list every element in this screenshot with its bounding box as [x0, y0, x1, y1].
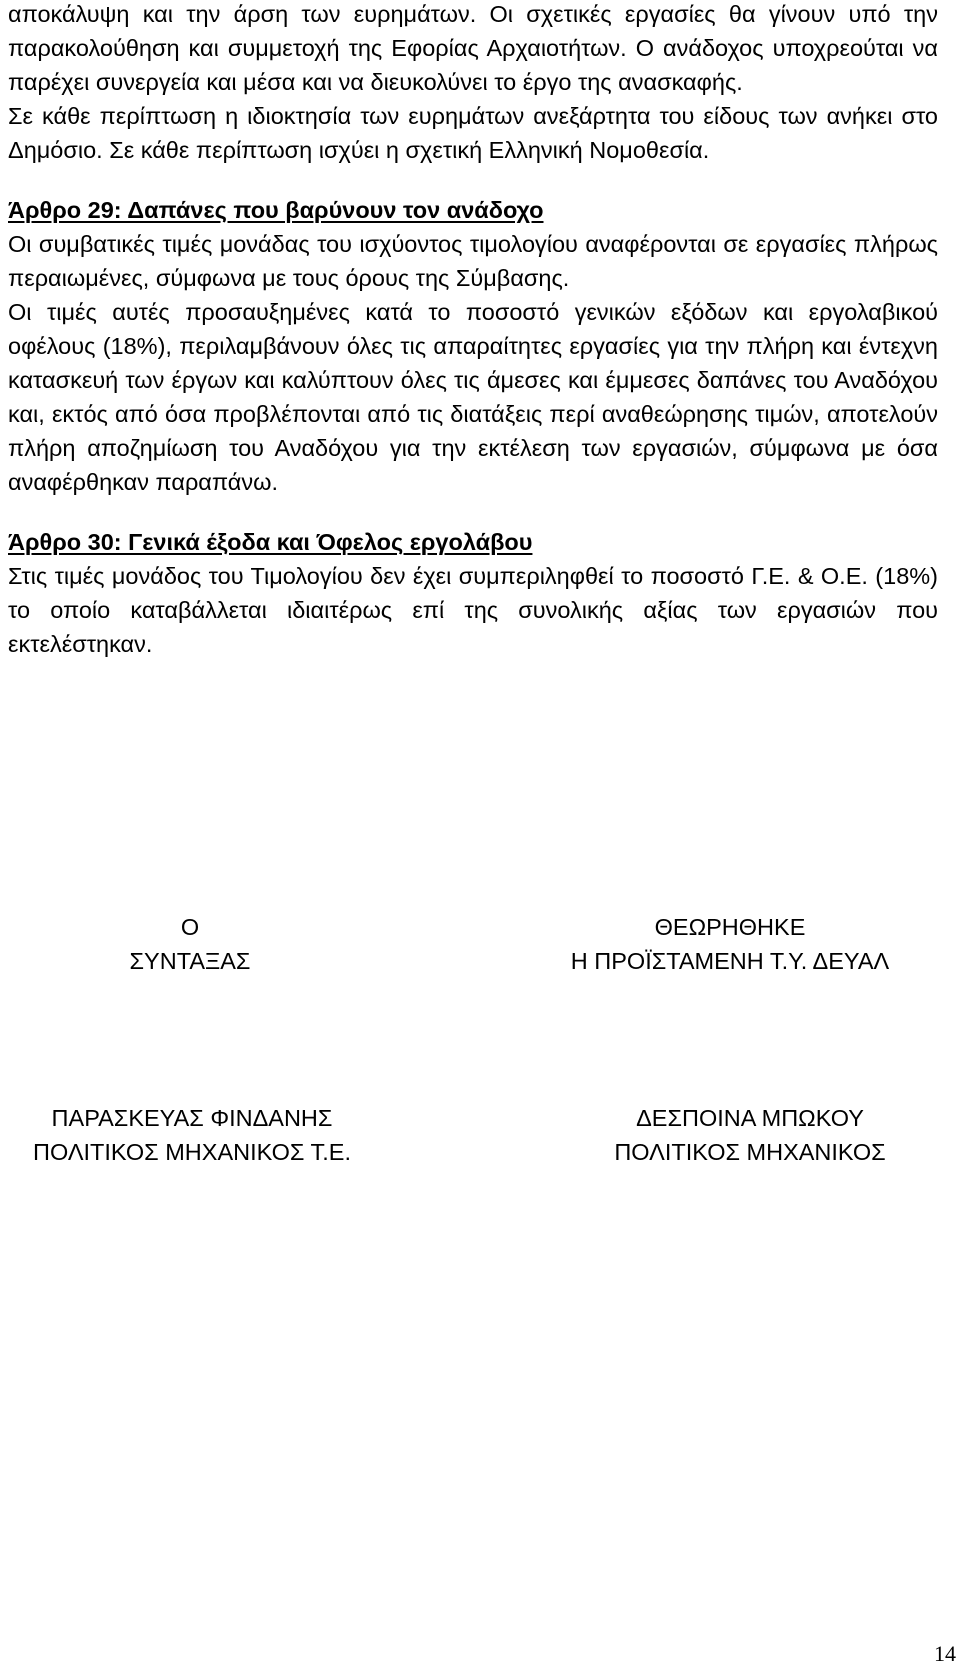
approver-signature-block — [560, 1101, 940, 1169]
author-article: Ο — [180, 914, 200, 940]
approver-name: ΔΕΣΠΟΙΝΑ ΜΠΩΚΟΥ — [636, 1105, 864, 1131]
approver-title: ΠΟΛΙΤΙΚΟΣ ΜΗΧΑΝΙΚΟΣ — [614, 1139, 886, 1165]
author-title: ΠΟΛΙΤΙΚΟΣ ΜΗΧΑΝΙΚΟΣ Τ.Ε. — [33, 1139, 351, 1165]
approver-status: ΘΕΩΡΗΘΗΚΕ — [654, 914, 806, 940]
intro-paragraph-2: Σε κάθε περίπτωση η ιδιοκτησία των ευρημάτων ανεξάρτητα του είδους των ανήκει στο Δημόσιο. Σε κάθε περίπτωση ισχύει η σχετική Ελληνική Νομοθεσία. — [8, 103, 938, 163]
author-name: ΠΑΡΑΣΚΕΥΑΣ ΦΙΝΔΑΝΗΣ — [51, 1105, 333, 1131]
document-body — [8, 0, 938, 661]
article-29-paragraph-2: Οι τιμές αυτές προσαυξημένες κατά το ποσοστό γενικών εξόδων και εργολαβικού οφέλους (18%), περιλαμβάνουν όλες τις απαραίτητες εργασίες για την πλήρη και έντεχνη κατασκευή των έργων και καλύπτουν όλες τις άμεσες και έμμεσες δαπάνες του Αναδόχου και, εκτός από όσα προβλέπονται από τις διατάξεις περί αναθεώρησης τιμών, αποτελούν πλήρη αποζημίωση του Αναδόχου για την εκτέλεση των εργασιών, σύμφωνα με όσα αναφέρθηκαν παραπάνω. — [8, 299, 938, 495]
article-29-paragraph-1: Οι συμβατικές τιμές μονάδας του ισχύοντος τιμολογίου αναφέρονται σε εργασίες πλήρως περαιωμένες, σύμφωνα με τους όρους της Σύμβασης. — [8, 231, 938, 291]
article-30-paragraph-1: Στις τιμές μονάδος του Τιμολογίου δεν έχει συμπεριληφθεί το ποσοστό Γ.Ε. & Ο.Ε. (18%) το οποίο καταβάλλεται ιδιαιτέρως επί της συνολικής αξίας των εργασιών που εκτελέστηκαν. — [8, 563, 938, 657]
page-number: 14 — [934, 1641, 956, 1666]
approver-signature-header — [520, 910, 940, 978]
article-30-heading: Άρθρο 30: Γενικά έξοδα και Όφελος εργολάβου — [8, 529, 533, 555]
author-role: ΣΥΝΤΑΞΑΣ — [129, 948, 251, 974]
intro-paragraph-1: αποκάλυψη και την άρση των ευρημάτων. Οι σχετικές εργασίες θα γίνουν υπό την παρακολούθηση και συμμετοχή της Εφορίας Αρχαιοτήτων. Ο ανάδοχος υποχρεούται να παρέχει συνεργεία και μέσα και να διευκολύνει το έργο της ανασκαφής. — [8, 1, 938, 95]
article-29-heading: Άρθρο 29: Δαπάνες που βαρύνουν τον ανάδοχο — [8, 197, 544, 223]
author-signature-header — [60, 910, 320, 978]
author-signature-block — [22, 1101, 362, 1169]
approver-role: Η ΠΡΟΪΣΤΑΜΕΝΗ Τ.Υ. ΔΕΥΑΛ — [570, 948, 890, 974]
